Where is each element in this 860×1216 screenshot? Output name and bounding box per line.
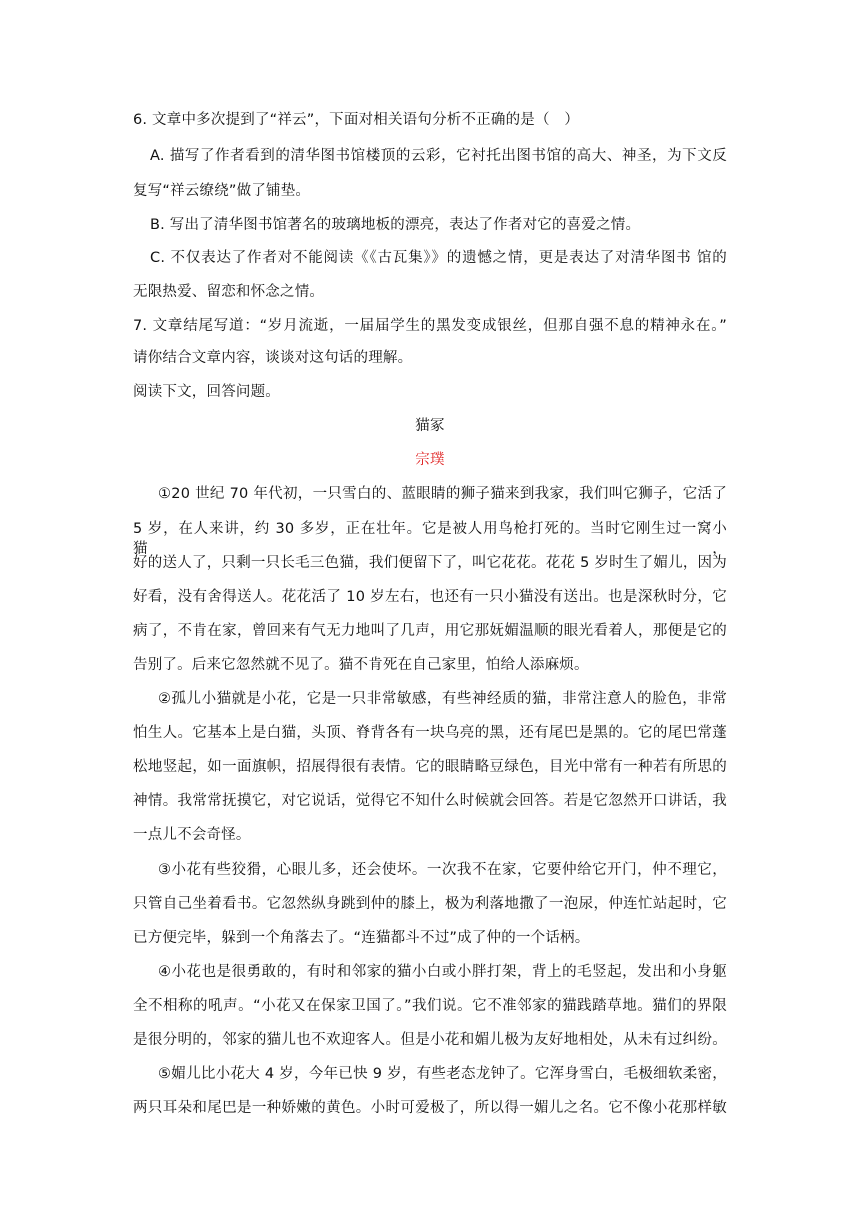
- paragraph-4-line-2: 全不相称的吼声。“小花又在保家卫国了。”我们说。它不准邻家的猫践踏草地。猫们的界限: [133, 998, 727, 1014]
- question-6-option-b: B. 写出了清华图书馆著名的玻璃地板的漂亮，表达了作者对它的喜爱之情。: [150, 217, 641, 233]
- reading-instruction: 阅读下文，回答问题。: [133, 384, 280, 400]
- article-title: 猫冢: [415, 418, 445, 434]
- paragraph-4-line-3: 是很分明的，邻家的猫儿也不欢迎客人。但是小花和媚儿极为友好地相处，从未有过纠纷。: [133, 1032, 727, 1048]
- paragraph-3-line-1: ③小花有些狡猾，心眼儿多，还会使坏。一次我不在家，它要仲给它开门，仲不理它，: [158, 862, 727, 878]
- question-7-stem-line-2: 请你结合文章内容，谈谈对这句话的理解。: [133, 350, 413, 366]
- paragraph-3-line-3: 已方便完毕，躲到一个角落去了。“连猫都斗不过”成了仲的一个话柄。: [133, 930, 590, 946]
- paragraph-2-line-5: 一点儿不会奇怪。: [133, 827, 251, 843]
- paragraph-1-line-3: 好的送人了，只剩一只长毛三色猫，我们便留下了，叫它花花。花花 5 岁时生了媚儿，因为: [133, 555, 727, 571]
- paragraph-1-line-1: ①20 世纪 70 年代初，一只雪白的、蓝眼睛的狮子猫来到我家，我们叫它狮子，它活了: [158, 486, 727, 502]
- question-6-stem: 6. 文章中多次提到了“祥云”，下面对相关语句分析不正确的是（ ）: [133, 112, 580, 128]
- question-7-stem-line-1: 7. 文章结尾写道：“岁月流逝，一届届学生的黑发变成银丝，但那自强不息的精神永在。”: [133, 318, 727, 334]
- paragraph-1-line-4: 好看，没有舍得送人。花花活了 10 岁左右，也还有一只小猫没有送出。也是深秋时分，它: [133, 589, 727, 605]
- paragraph-2-line-4: 神情。我常常抚摸它，对它说话，觉得它不知什么时候就会回答。若是它忽然开口讲话，我: [133, 793, 727, 809]
- paragraph-2-line-1: ②孤儿小猫就是小花，它是一只非常敏感，有些神经质的猫，非常注意人的脸色，非常: [158, 691, 727, 707]
- question-6-option-c-line-1: C. 不仅表达了作者对不能阅读《《古瓦集》》的遗憾之情，更是表达了对清华图书 馆的: [150, 250, 727, 266]
- paragraph-3-line-2: 只管自己坐着看书。它忽然纵身跳到仲的膝上，极为利落地撒了一泡尿，仲连忙站起时，它: [133, 896, 727, 912]
- paragraph-5-line-1: ⑤媚儿比小花大 4 岁，今年已快 9 岁，有些老态龙钟了。它浑身雪白，毛极细软柔密，: [158, 1066, 727, 1082]
- paragraph-2-line-2: 怕生人。它基本上是白猫，头顶、脊背各有一块乌亮的黑，还有尾巴是黑的。它的尾巴常蓬: [133, 725, 727, 741]
- question-6-option-a-line-1: A. 描写了作者看到的清华图书馆楼顶的云彩，它衬托出图书馆的高大、神圣，为下文反: [150, 148, 727, 164]
- paragraph-1-line-2: 5 岁，在人来讲，约 30 多岁，正在壮年。它是被人用鸟枪打死的。当时它刚生过一窝小猫，: [133, 521, 727, 557]
- paragraph-1-line-5: 病了，不肯在家，曾回来有气无力地叫了几声，用它那妩媚温顺的眼光看着人，那便是它的: [133, 623, 727, 639]
- paragraph-4-line-1: ④小花也是很勇敢的，有时和邻家的猫小白或小胖打架，背上的毛竖起，发出和小身躯: [158, 964, 727, 980]
- paragraph-5-line-2: 两只耳朵和尾巴是一种娇嫩的黄色。小时可爱极了，所以得一媚儿之名。它不像小花那样敏: [133, 1100, 727, 1116]
- question-6-option-c-line-2: 无限热爱、留恋和怀念之情。: [133, 284, 325, 300]
- paragraph-1-line-6: 告别了。后来它忽然就不见了。猫不肯死在自己家里，怕给人添麻烦。: [133, 657, 589, 673]
- paragraph-2-line-3: 松地竖起，如一面旗帜，招展得很有表情。它的眼睛略豆绿色，目光中常有一种若有所思的: [133, 759, 727, 775]
- question-6-option-a-line-2: 复写“祥云缭绕”做了铺垫。: [133, 183, 311, 199]
- article-author: 宗璞: [415, 452, 445, 468]
